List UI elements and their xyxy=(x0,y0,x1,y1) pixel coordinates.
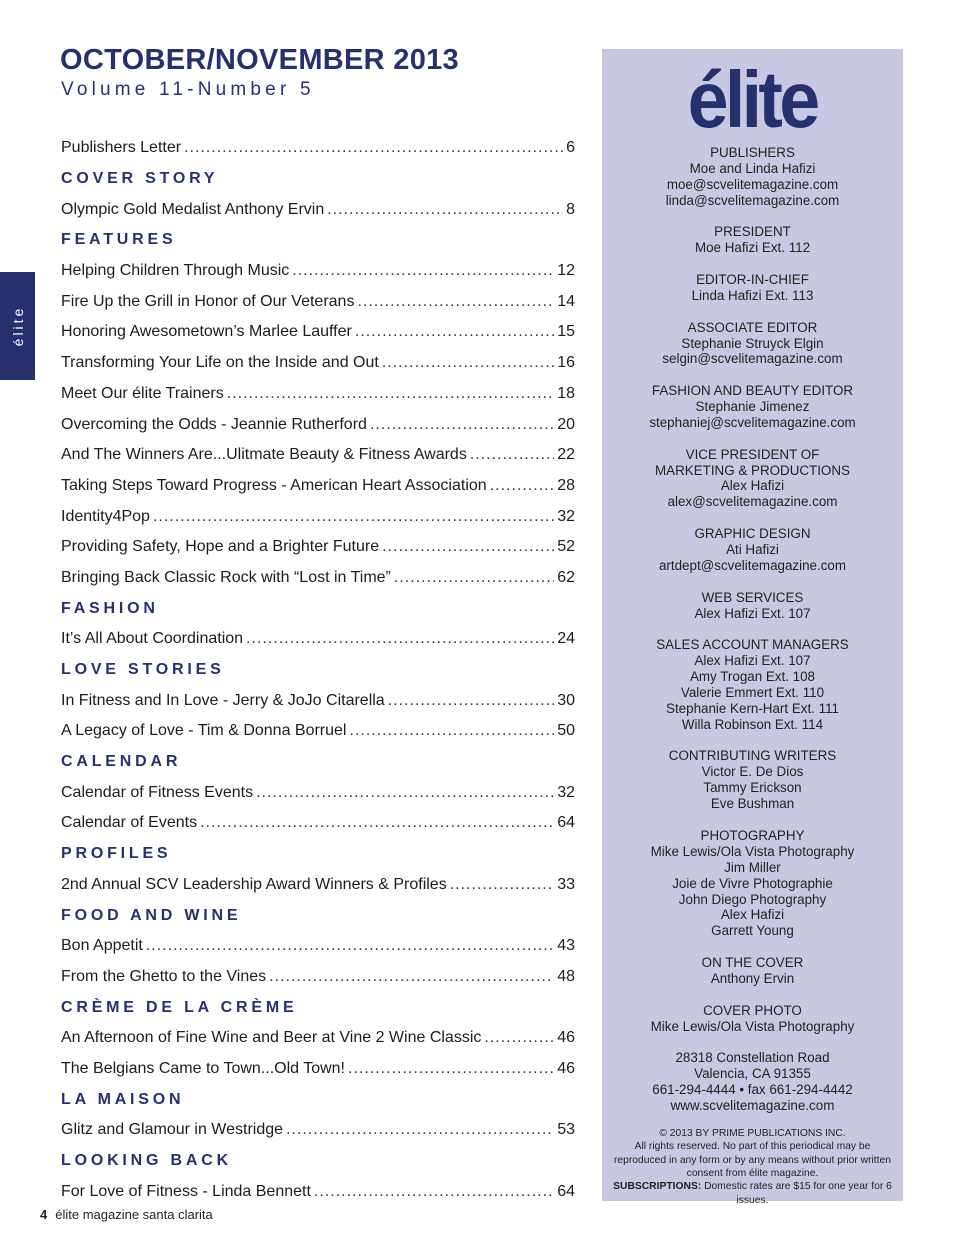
credit-heading: PHOTOGRAPHY xyxy=(700,827,805,843)
toc-entry-page: 18 xyxy=(557,384,575,402)
toc-entry-title: Bringing Back Classic Rock with “Lost in Time” xyxy=(61,568,391,586)
toc-entry xyxy=(61,256,575,287)
toc-entry-title: Glitz and Glamour in Westridge xyxy=(61,1121,284,1139)
dot-leader xyxy=(184,139,563,157)
dot-leader xyxy=(394,569,554,587)
toc-entry-page: 14 xyxy=(557,292,575,310)
credit-line: Stephanie Jimenez xyxy=(695,399,810,415)
toc-section-heading: PROFILES xyxy=(61,845,172,863)
credit-block xyxy=(602,272,903,304)
credit-block xyxy=(602,828,903,939)
copyright-line: © 2013 BY PRIME PUBLICATIONS INC. xyxy=(659,1127,846,1139)
credit-line: Mike Lewis/Ola Vista Photography xyxy=(650,843,855,859)
elite-logo xyxy=(602,55,903,144)
page-number: 4 xyxy=(40,1207,48,1222)
toc-entry xyxy=(61,870,575,901)
credit-heading: ON THE COVER xyxy=(701,955,804,971)
credit-block xyxy=(602,1003,903,1035)
toc-section-heading: CALENDAR xyxy=(61,753,182,771)
dot-leader xyxy=(146,937,554,955)
toc-entry xyxy=(61,777,575,808)
page-footer xyxy=(40,1207,213,1222)
toc-section-heading: LOVE STORIES xyxy=(61,661,225,679)
credit-line: selgin@scvelitemagazine.com xyxy=(662,351,843,367)
toc-entry-page: 22 xyxy=(557,446,575,464)
toc-entry-title: For Love of Fitness - Linda Bennett xyxy=(61,1182,311,1200)
toc-entry-title: A Legacy of Love - Tim & Donna Borruel xyxy=(61,722,347,740)
toc-entry-page: 64 xyxy=(557,1182,575,1200)
toc-entry-page: 32 xyxy=(557,507,575,525)
credit-heading: VICE PRESIDENT OF xyxy=(685,446,820,462)
credit-line: Jim Miller xyxy=(724,859,781,875)
toc-entry-page: 33 xyxy=(557,875,575,893)
credit-line: Ati Hafizi xyxy=(726,542,779,557)
masthead-panel xyxy=(602,49,903,1206)
toc-entry-page: 20 xyxy=(557,415,575,433)
side-tab-label: élite xyxy=(9,305,26,347)
address-line: 661-294-4444 • fax 661-294-4442 xyxy=(652,1082,853,1098)
toc-entry-title: Meet Our élite Trainers xyxy=(61,384,224,402)
credit-line: Alex Hafizi Ext. 107 xyxy=(694,653,811,669)
dot-leader xyxy=(355,323,554,341)
toc-entry-title: An Afternoon of Fine Wine and Beer at Vine 2 Wine Classic xyxy=(61,1029,482,1047)
credit-line: Amy Trogan Ext. 108 xyxy=(689,669,816,685)
credit-line: Linda Hafizi Ext. 113 xyxy=(691,287,814,303)
toc-entry-title: 2nd Annual SCV Leadership Award Winners & Profiles xyxy=(61,875,447,893)
credit-block xyxy=(602,590,903,622)
dot-leader xyxy=(348,1060,554,1078)
credit-block xyxy=(602,526,903,574)
toc-section-heading: LA MAISON xyxy=(61,1090,185,1108)
subscriptions-label: SUBSCRIPTIONS: xyxy=(613,1181,702,1193)
credit-line: Valerie Emmert Ext. 110 xyxy=(680,684,825,700)
toc-entry xyxy=(61,501,575,532)
toc-entry xyxy=(61,931,575,962)
dot-leader xyxy=(450,876,555,894)
toc-entry xyxy=(61,1023,575,1054)
toc-entry-title: Fire Up the Grill in Honor of Our Veterans xyxy=(61,292,355,310)
address-line: Valencia, CA 91355 xyxy=(694,1066,811,1082)
copyright-notice xyxy=(602,1127,903,1207)
subscriptions-line xyxy=(608,1180,897,1207)
toc-entry-title: And The Winners Are...Ulitmate Beauty & Fitness Awards xyxy=(61,446,467,464)
credit-heading: EDITOR-IN-CHIEF xyxy=(696,272,809,288)
publisher-address xyxy=(602,1050,903,1114)
toc-entry-page: 28 xyxy=(557,476,575,494)
credit-line: Tammy Erickson xyxy=(703,780,802,796)
dot-leader xyxy=(382,538,554,556)
toc-entry xyxy=(61,563,575,594)
credit-block xyxy=(602,955,903,987)
toc-entry-title: In Fitness and In Love - Jerry & JoJo Citarella xyxy=(61,691,385,709)
credit-block xyxy=(602,224,903,256)
rights-text: All rights reserved. No part of this periodical may be reproduced in any form or by any means without prior written consent from élite magazine. xyxy=(613,1141,891,1180)
toc-entry-page: 46 xyxy=(557,1059,575,1077)
credit-line: stephaniej@scvelitemagazine.com xyxy=(649,414,856,430)
toc-entry xyxy=(61,1176,575,1207)
toc-entry-page: 64 xyxy=(557,814,575,832)
dot-leader xyxy=(314,1183,554,1201)
credit-block xyxy=(602,145,903,209)
toc-entry-title: Bon Appetit xyxy=(61,937,143,955)
toc-entry-title: Calendar of Fitness Events xyxy=(61,783,254,801)
toc-entry-page: 30 xyxy=(557,691,575,709)
toc-entry-title: Providing Safety, Hope and a Brighter Future xyxy=(61,538,380,556)
toc-section-heading: CRÈME DE LA CRÈME xyxy=(61,998,298,1016)
credit-line: moe@scvelitemagazine.com xyxy=(666,176,839,192)
dot-leader xyxy=(388,692,555,710)
toc-entry-page: 6 xyxy=(566,139,575,157)
credit-line: Alex Hafizi Ext. 107 xyxy=(694,605,811,621)
toc-entry xyxy=(61,409,575,440)
credit-heading: PRESIDENT xyxy=(714,224,791,240)
issue-volume: Volume 11-Number 5 xyxy=(61,79,315,100)
address-line: www.scvelitemagazine.com xyxy=(670,1097,835,1113)
dot-leader xyxy=(490,477,555,495)
toc-entry-page: 46 xyxy=(557,1029,575,1047)
logo-text: élite xyxy=(688,55,817,144)
toc-entry xyxy=(61,808,575,839)
toc-section-heading: COVER STORY xyxy=(61,170,219,188)
toc-entry-page: 53 xyxy=(557,1121,575,1139)
toc-entry-title: It’s All About Coordination xyxy=(61,630,244,648)
toc-entry xyxy=(61,317,575,348)
credit-heading: GRAPHIC DESIGN xyxy=(694,526,811,542)
toc-entry-page: 24 xyxy=(557,630,575,648)
credit-heading: FASHION AND BEAUTY EDITOR xyxy=(651,383,854,399)
toc-entry xyxy=(61,471,575,502)
toc-section-heading: FOOD AND WINE xyxy=(61,906,242,924)
dot-leader xyxy=(327,201,563,219)
issue-title: OCTOBER/NOVEMBER 2013 xyxy=(60,44,459,76)
credit-line: alex@scvelitemagazine.com xyxy=(667,494,838,510)
toc-entry xyxy=(61,348,575,379)
toc-entry-title: Publishers Letter xyxy=(61,139,182,157)
credit-line: Eve Bushman xyxy=(710,796,795,812)
dot-leader xyxy=(382,354,554,372)
credit-heading: WEB SERVICES xyxy=(701,589,804,605)
toc-entry-page: 16 xyxy=(557,354,575,372)
toc-entry xyxy=(61,286,575,317)
toc-entry xyxy=(61,1054,575,1085)
credit-heading: SALES ACCOUNT MANAGERS xyxy=(656,637,849,653)
toc-entry xyxy=(61,379,575,410)
credit-line: Willa Robinson Ext. 114 xyxy=(681,716,824,732)
toc-entry xyxy=(61,624,575,655)
credit-line: John Diego Photography xyxy=(678,891,827,907)
credit-block xyxy=(602,383,903,431)
toc-entry xyxy=(61,194,575,225)
dot-leader xyxy=(227,385,554,403)
masthead-credits xyxy=(602,145,903,1034)
toc-entry-page: 12 xyxy=(557,262,575,280)
dot-leader xyxy=(484,1029,554,1047)
credit-line: Victor E. De Dios xyxy=(701,764,804,780)
credit-line: Joie de Vivre Photographie xyxy=(672,875,833,891)
credit-line: Anthony Ervin xyxy=(710,970,795,986)
toc-entry-title: Honoring Awesometown’s Marlee Lauffer xyxy=(61,323,352,341)
toc-entry-title: Helping Children Through Music xyxy=(61,262,290,280)
toc-section-heading: FASHION xyxy=(61,599,159,617)
toc-entry-page: 8 xyxy=(566,200,575,218)
toc-entry-title: Overcoming the Odds - Jeannie Rutherford xyxy=(61,415,367,433)
subscriptions-text: Domestic rates are $15 for one year for 6 issues. xyxy=(701,1181,892,1206)
toc-entry-title: The Belgians Came to Town...Old Town! xyxy=(61,1059,345,1077)
credit-block xyxy=(602,748,903,812)
dot-leader xyxy=(246,630,554,648)
dot-leader xyxy=(357,293,554,311)
credit-block xyxy=(602,320,903,368)
credit-heading: COVER PHOTO xyxy=(703,1002,802,1018)
dot-leader xyxy=(269,968,554,986)
toc-entry xyxy=(61,133,575,164)
credit-line: Alex Hafizi xyxy=(720,478,785,494)
table-of-contents xyxy=(61,133,575,1207)
dot-leader xyxy=(292,262,554,280)
dot-leader xyxy=(153,508,554,526)
toc-entry-page: 15 xyxy=(557,323,575,341)
toc-entry xyxy=(61,532,575,563)
dot-leader xyxy=(286,1121,554,1139)
credit-line: Moe and Linda Hafizi xyxy=(689,160,816,176)
toc-entry-page: 52 xyxy=(557,538,575,556)
credit-line: artdept@scvelitemagazine.com xyxy=(658,557,846,573)
toc-entry-page: 62 xyxy=(557,568,575,586)
credit-heading: ASSOCIATE EDITOR xyxy=(687,319,818,335)
toc-entry-title: Olympic Gold Medalist Anthony Ervin xyxy=(61,200,325,218)
side-tab xyxy=(0,272,35,380)
toc-entry xyxy=(61,685,575,716)
credit-line: Stephanie Kern-Hart Ext. 111 xyxy=(666,700,839,716)
toc-entry-title: From the Ghetto to the Vines xyxy=(61,967,267,985)
credit-heading: PUBLISHERS xyxy=(710,145,795,160)
toc-entry-title: Calendar of Events xyxy=(61,814,198,832)
toc-entry-title: Transforming Your Life on the Inside and Out xyxy=(61,354,379,372)
toc-entry-page: 48 xyxy=(557,967,575,985)
toc-entry xyxy=(61,1115,575,1146)
address-line: 28318 Constellation Road xyxy=(675,1050,830,1066)
toc-entry xyxy=(61,962,575,993)
credit-line: Alex Hafizi xyxy=(720,907,785,923)
toc-entry xyxy=(61,440,575,471)
toc-entry xyxy=(61,716,575,747)
toc-section-heading: LOOKING BACK xyxy=(61,1152,232,1170)
credit-block xyxy=(602,447,903,511)
dot-leader xyxy=(200,814,554,832)
dot-leader xyxy=(470,446,554,464)
toc-entry-page: 43 xyxy=(557,937,575,955)
credit-line: Moe Hafizi Ext. 112 xyxy=(694,240,811,256)
credit-heading: CONTRIBUTING WRITERS xyxy=(668,748,837,764)
credit-line: linda@scvelitemagazine.com xyxy=(665,192,840,208)
toc-entry-title: Taking Steps Toward Progress - American Heart Association xyxy=(61,476,487,494)
credit-line: MARKETING & PRODUCTIONS xyxy=(655,462,850,478)
dot-leader xyxy=(256,784,554,802)
toc-entry-page: 50 xyxy=(557,722,575,740)
credit-line: Stephanie Struyck Elgin xyxy=(681,335,824,351)
credit-block xyxy=(602,637,903,732)
toc-entry-title: Identity4Pop xyxy=(61,507,150,525)
toc-section-heading: FEATURES xyxy=(61,231,177,249)
toc-entry-page: 32 xyxy=(557,783,575,801)
footer-text: élite magazine santa clarita xyxy=(55,1207,213,1222)
dot-leader xyxy=(370,416,554,434)
dot-leader xyxy=(349,722,554,740)
credit-line: Mike Lewis/Ola Vista Photography xyxy=(650,1018,855,1034)
credit-line: Garrett Young xyxy=(711,923,794,939)
